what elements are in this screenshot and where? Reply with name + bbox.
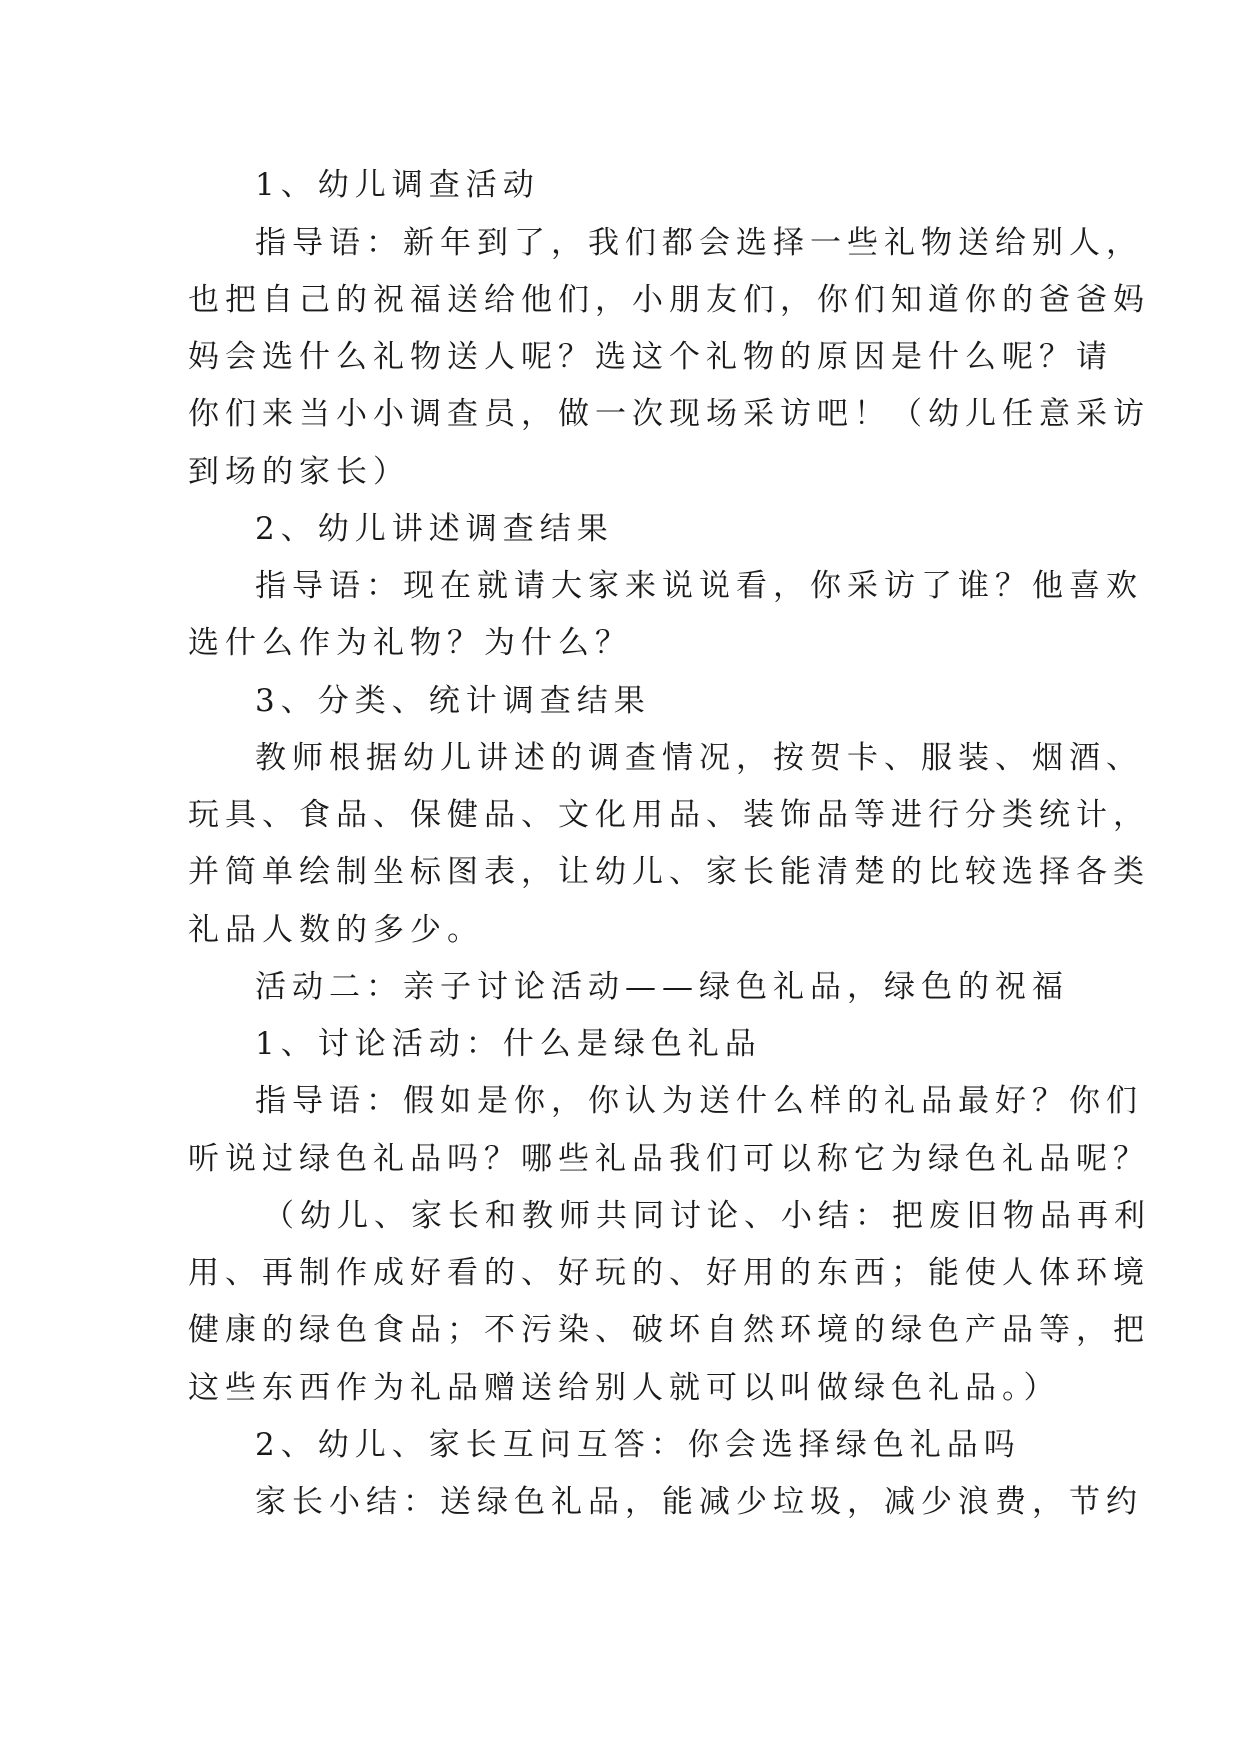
section-heading-2: 2、幼儿讲述调查结果 [255,511,614,547]
paragraph-line: 你们来当小小调查员，做一次现场采访吧！（幼儿任意采访 [188,396,1150,432]
section-heading-1: 1、幼儿调查活动 [255,167,540,203]
paragraph-line: 用、再制作成好看的、好玩的、好用的东西；能使人体环境 [188,1255,1150,1291]
paragraph-line: 选什么作为礼物？为什么？ [188,625,632,661]
paragraph-line: 家长小结：送绿色礼品，能减少垃圾，减少浪费，节约 [255,1484,1143,1520]
section-heading-5: 2、幼儿、家长互问互答：你会选择绿色礼品吗 [255,1427,1021,1463]
paragraph-line: 这些东西作为礼品赠送给别人就可以叫做绿色礼品。） [188,1370,1061,1406]
section-heading-3: 3、分类、统计调查结果 [255,683,651,719]
paragraph-line: 听说过绿色礼品吗？哪些礼品我们可以称它为绿色礼品呢？ [188,1141,1150,1177]
activity-heading: 活动二：亲子讨论活动——绿色礼品，绿色的祝福 [255,969,1069,1005]
paragraph-line: 指导语：现在就请大家来说说看，你采访了谁？他喜欢 [255,568,1143,604]
paragraph-line: 妈会选什么礼物送人呢？选这个礼物的原因是什么呢？请 [188,339,1113,375]
paragraph-line: 玩具、食品、保健品、文化用品、装饰品等进行分类统计， [188,797,1150,833]
paragraph-line: （幼儿、家长和教师共同讨论、小结：把废旧物品再利 [263,1198,1151,1234]
paragraph-line: 也把自己的祝福送给他们，小朋友们，你们知道你的爸爸妈 [188,282,1150,318]
paragraph-line: 教师根据幼儿讲述的调查情况，按贺卡、服装、烟酒、 [255,740,1143,776]
paragraph-line: 指导语：假如是你，你认为送什么样的礼品最好？你们 [255,1083,1143,1119]
section-heading-4: 1、讨论活动：什么是绿色礼品 [255,1026,762,1062]
paragraph-line: 礼品人数的多少。 [188,912,484,948]
paragraph-line: 指导语：新年到了，我们都会选择一些礼物送给别人， [255,225,1143,261]
paragraph-line: 并简单绘制坐标图表，让幼儿、家长能清楚的比较选择各类 [188,854,1150,890]
paragraph-line: 健康的绿色食品；不污染、破坏自然环境的绿色产品等，把 [188,1312,1150,1348]
paragraph-line: 到场的家长） [188,454,410,490]
